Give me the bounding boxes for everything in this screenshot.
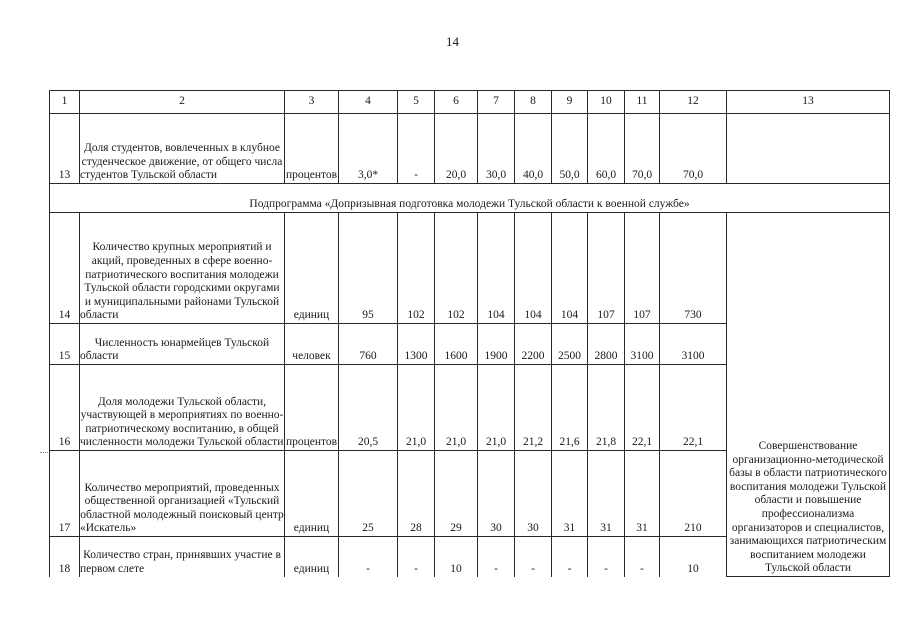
- header-cell: 1: [50, 91, 80, 114]
- row-number: 13: [50, 114, 80, 184]
- header-cell: 11: [625, 91, 660, 114]
- value-cell: 21,0: [478, 365, 515, 451]
- value-cell: -: [588, 537, 625, 577]
- header-cell: 4: [339, 91, 398, 114]
- value-cell: 107: [625, 213, 660, 324]
- value-cell: 760: [339, 324, 398, 365]
- value-cell: 25: [339, 451, 398, 537]
- value-cell: 95: [339, 213, 398, 324]
- value-cell: 21,0: [435, 365, 478, 451]
- table-row: [50, 114, 890, 184]
- header-cell: 12: [660, 91, 727, 114]
- header-row: [50, 91, 890, 114]
- row-number: 16: [50, 365, 80, 451]
- value-cell: 1600: [435, 324, 478, 365]
- unit: человек: [285, 324, 339, 365]
- value-cell: -: [398, 114, 435, 184]
- value-cell: 3100: [660, 324, 727, 365]
- value-cell: 22,1: [660, 365, 727, 451]
- value-cell: 104: [552, 213, 588, 324]
- value-cell: -: [478, 537, 515, 577]
- value-cell: 31: [552, 451, 588, 537]
- value-cell: 31: [588, 451, 625, 537]
- header-cell: 7: [478, 91, 515, 114]
- header-cell: 13: [727, 91, 890, 114]
- value-cell: -: [515, 537, 552, 577]
- indicator-name: Доля студентов, вовлеченных в клубное студенческое движение, от общего числа студентов Тульской области: [80, 114, 285, 184]
- value-cell: 21,0: [398, 365, 435, 451]
- subprogram-title: Подпрограмма «Допризывная подготовка молодежи Тульской области к военной службе»: [50, 184, 890, 213]
- header-cell: 3: [285, 91, 339, 114]
- value-cell: 21,2: [515, 365, 552, 451]
- value-cell: 210: [660, 451, 727, 537]
- value-cell: 20,5: [339, 365, 398, 451]
- value-cell: 29: [435, 451, 478, 537]
- value-cell: -: [552, 537, 588, 577]
- row-number: 18: [50, 537, 80, 577]
- value-cell: 2800: [588, 324, 625, 365]
- row-number: 15: [50, 324, 80, 365]
- value-cell: 104: [515, 213, 552, 324]
- header-cell: 2: [80, 91, 285, 114]
- value-cell: 104: [478, 213, 515, 324]
- indicator-name: Количество стран, принявших участие в первом слете: [80, 537, 285, 577]
- subprogram-row: [50, 184, 890, 213]
- value-cell: 21,8: [588, 365, 625, 451]
- value-cell: 40,0: [515, 114, 552, 184]
- indicator-name: Численность юнармейцев Тульской области: [80, 324, 285, 365]
- page-number: 14: [446, 34, 459, 49]
- goal-cell-empty: [727, 114, 890, 184]
- value-cell: 31: [625, 451, 660, 537]
- unit: единиц: [285, 451, 339, 537]
- indicator-name: Количество крупных мероприятий и акций, проведенных в сфере военно-патриотического воспитания молодежи Тульской области городскими округами и муниципальными районами Тульской области: [80, 213, 285, 324]
- row-number: 17: [50, 451, 80, 537]
- header-cell: 8: [515, 91, 552, 114]
- value-cell: -: [625, 537, 660, 577]
- value-cell: 3,0*: [339, 114, 398, 184]
- value-cell: -: [339, 537, 398, 577]
- indicators-table: [49, 90, 890, 577]
- value-cell: 102: [435, 213, 478, 324]
- value-cell: 70,0: [625, 114, 660, 184]
- table-row: [50, 213, 890, 324]
- row-number: 14: [50, 213, 80, 324]
- indicator-name: Количество мероприятий, проведенных общественной организацией «Тульский областной молодежный поисковый центр «Искатель»: [80, 451, 285, 537]
- value-cell: 730: [660, 213, 727, 324]
- value-cell: 30,0: [478, 114, 515, 184]
- value-cell: 3100: [625, 324, 660, 365]
- value-cell: 2200: [515, 324, 552, 365]
- value-cell: 28: [398, 451, 435, 537]
- value-cell: 10: [660, 537, 727, 577]
- value-cell: 1900: [478, 324, 515, 365]
- margin-mark: [40, 452, 48, 453]
- header-cell: 10: [588, 91, 625, 114]
- indicator-name: Доля молодежи Тульской области, участвующей в мероприятиях по военно-патриотическому воспитанию, в общей численности молодежи Тульской области: [80, 365, 285, 451]
- value-cell: 1300: [398, 324, 435, 365]
- value-cell: 70,0: [660, 114, 727, 184]
- unit: единиц: [285, 537, 339, 577]
- value-cell: 107: [588, 213, 625, 324]
- value-cell: 20,0: [435, 114, 478, 184]
- value-cell: 60,0: [588, 114, 625, 184]
- value-cell: 10: [435, 537, 478, 577]
- goal-description: Совершенствование организационно-методической базы в области патриотического воспитания молодежи Тульской области и повышение профессионализма организаторов и специалистов, занимающихся патриотическим воспитанием молодежи Тульской области: [727, 213, 890, 577]
- value-cell: 102: [398, 213, 435, 324]
- unit: единиц: [285, 213, 339, 324]
- header-cell: 6: [435, 91, 478, 114]
- value-cell: 50,0: [552, 114, 588, 184]
- value-cell: -: [398, 537, 435, 577]
- unit: процентов: [285, 114, 339, 184]
- value-cell: 2500: [552, 324, 588, 365]
- header-cell: 5: [398, 91, 435, 114]
- value-cell: 21,6: [552, 365, 588, 451]
- header-cell: 9: [552, 91, 588, 114]
- value-cell: 22,1: [625, 365, 660, 451]
- value-cell: 30: [478, 451, 515, 537]
- unit: процентов: [285, 365, 339, 451]
- value-cell: 30: [515, 451, 552, 537]
